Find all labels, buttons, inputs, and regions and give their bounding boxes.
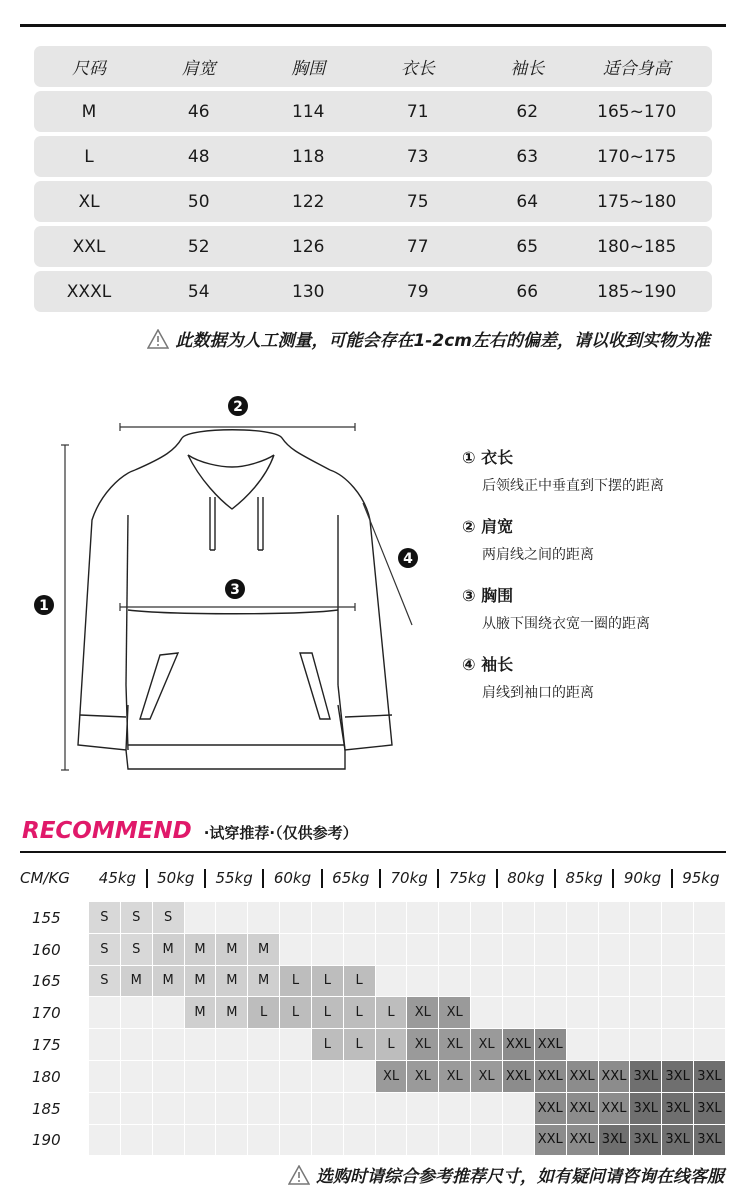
weight-label: 60kg [273,869,312,887]
grid-cell: XXL [503,1029,535,1061]
grid-cell [344,1125,376,1157]
height-label: 185 [32,1099,61,1118]
grid-cell [280,902,312,934]
grid-cell [89,1125,121,1157]
grid-cell: L [312,1029,344,1061]
size-table-cell: 185~190 [597,281,677,302]
grid-cell [535,997,567,1029]
weight-header-row [20,865,730,891]
grid-cell [630,1029,662,1061]
size-table-cell: 75 [406,191,429,212]
warning-icon [147,329,169,349]
size-table-cell: 48 [187,146,210,167]
warning-icon [288,1165,310,1185]
grid-cell [376,1093,408,1125]
grid-cell [503,934,535,966]
size-table-cell: M [81,101,97,122]
grid-cell: S [121,934,153,966]
grid-cell [280,934,312,966]
grid-cell [89,1093,121,1125]
grid-cell [344,1093,376,1125]
grid-cell [567,902,599,934]
grid-cell: 3XL [662,1125,694,1157]
grid-cell [216,1125,248,1157]
grid-cell [567,1029,599,1061]
size-table-cell: 180~185 [597,236,677,257]
grid-cell [630,902,662,934]
grid-cell [121,1061,153,1093]
legend-item-length [462,445,664,495]
grid-cell [662,934,694,966]
size-table-cell: 46 [187,101,210,122]
grid-cell [185,1029,217,1061]
height-label: 165 [32,972,61,991]
grid-cell [153,1061,185,1093]
grid-cell [599,997,631,1029]
size-table-cell: 73 [406,146,429,167]
size-table-cell: 130 [292,281,325,302]
grid-cell [662,997,694,1029]
recommend-subtitle: ·试穿推荐·（仅供参考） [203,824,358,842]
grid-cell [376,1125,408,1157]
grid-cell: 3XL [630,1093,662,1125]
grid-cell: XL [439,1061,471,1093]
size-table-cell: 52 [187,236,210,257]
grid-cell [471,1125,503,1157]
grid-cell: 3XL [662,1061,694,1093]
size-table-cell: 尺码 [72,59,106,79]
grid-cell [439,966,471,998]
grid-cell: 3XL [630,1061,662,1093]
grid-cell: L [344,1029,376,1061]
legend-desc: 从腋下围绕衣宽一圈的距离 [482,616,650,632]
size-table-row [34,226,712,267]
grid-cell [89,997,121,1029]
size-table-cell: L [84,146,94,167]
height-label: 160 [32,940,61,959]
grid-cell: L [376,997,408,1029]
grid-cell [567,966,599,998]
grid-cell [535,934,567,966]
grid-cell: M [185,997,217,1029]
grid-cell: L [344,966,376,998]
grid-cell [630,934,662,966]
grid-cell: S [89,902,121,934]
grid-cell [599,934,631,966]
recommend-divider [20,851,726,853]
grid-cell [153,1029,185,1061]
grid-cell: M [248,934,280,966]
grid-cell: M [185,934,217,966]
grid-cell: XL [407,1029,439,1061]
grid-cell [694,934,726,966]
size-table-cell: 袖长 [510,59,545,79]
grid-cell: 3XL [694,1093,726,1125]
size-table-cell: 63 [516,146,539,167]
grid-cell [344,902,376,934]
grid-cell [471,1093,503,1125]
grid-cell: M [153,966,185,998]
weight-label: 50kg [157,869,195,887]
grid-cell [567,934,599,966]
grid-cell: S [153,902,185,934]
size-table-cell: 118 [292,146,325,167]
grid-cell: L [344,997,376,1029]
weight-label: 55kg [215,869,253,887]
grid-row [89,902,726,934]
measurement-note-text: 此数据为人工测量，可能会存在1-2cm左右的偏差，请以收到实物为准 [175,331,710,351]
weight-label: 90kg [623,869,662,887]
legend-title: ③ 胸围 [462,586,514,605]
weight-label: 45kg [98,869,137,887]
grid-cell: XXL [535,1125,567,1157]
size-table-cell: 50 [187,191,210,212]
legend-desc: 两肩线之间的距离 [482,547,594,563]
size-table-cell: 62 [516,101,539,122]
grid-cell: M [248,966,280,998]
grid-cell: XL [439,1029,471,1061]
grid-cell: M [153,934,185,966]
grid-cell [376,902,408,934]
marker-badges [34,396,418,615]
grid-cell [503,1125,535,1157]
grid-cell: L [280,966,312,998]
grid-cell [248,1125,280,1157]
size-table-cell: 肩宽 [181,59,216,79]
grid-cell [153,1093,185,1125]
grid-cell [503,966,535,998]
grid-cell [216,1093,248,1125]
grid-cell [662,902,694,934]
grid-cell [662,966,694,998]
size-table-cell: 175~180 [597,191,677,212]
grid-cell [439,1125,471,1157]
grid-cell [599,966,631,998]
height-label: 180 [32,1067,61,1086]
size-table-row [34,271,712,312]
grid-cell: S [121,902,153,934]
grid-cell [121,1029,153,1061]
grid-cell [185,1125,217,1157]
size-table-cell: 适合身高 [602,59,671,79]
size-table-header [34,46,712,87]
grid-cell: 3XL [694,1125,726,1157]
grid-cell [535,902,567,934]
grid-cell: M [185,966,217,998]
measurement-note [147,326,710,351]
grid-cell [599,1029,631,1061]
grid-cell [503,1093,535,1125]
grid-cell: 3XL [599,1125,631,1157]
axis-label: CM/KG [20,869,70,887]
grid-cell [280,1125,312,1157]
grid-cell [312,902,344,934]
grid-row [89,1125,726,1157]
grid-cell [471,934,503,966]
legend-item-shoulder [462,514,664,564]
grid-cell [439,1093,471,1125]
grid-cell: XL [407,997,439,1029]
recommend-header [22,818,358,844]
grid-row [89,1061,726,1093]
grid-cell [185,902,217,934]
grid-cell: 3XL [662,1093,694,1125]
grid-cell: L [280,997,312,1029]
size-table-cell: 胸围 [291,59,326,79]
grid-cell [471,997,503,1029]
grid-cell: XXL [535,1029,567,1061]
grid-cell [248,902,280,934]
grid-cell [407,1093,439,1125]
grid-cell [216,1061,248,1093]
grid-cell: L [312,997,344,1029]
grid-cell [121,997,153,1029]
grid-cell [280,1093,312,1125]
legend-item-chest [462,583,664,633]
size-table-row [34,181,712,222]
grid-cell [312,1061,344,1093]
grid-cell [344,1061,376,1093]
grid-cell [89,1061,121,1093]
size-table-row [34,136,712,177]
grid-cell [599,902,631,934]
size-table-row [34,91,712,132]
recommend-title: RECOMMEND [22,818,192,844]
grid-cell [153,997,185,1029]
grid-cell [185,1093,217,1125]
marker-1: 1 [39,598,49,614]
legend-title: ② 肩宽 [462,517,514,536]
grid-cell: XL [471,1029,503,1061]
marker-4: 4 [403,551,413,567]
grid-cell [471,902,503,934]
legend-item-sleeve [462,652,664,702]
grid-cell: 3XL [630,1125,662,1157]
height-label: 190 [32,1131,61,1150]
size-table-cell: 77 [406,236,429,257]
size-table [34,46,712,316]
height-label: 175 [32,1036,61,1055]
grid-cell [312,1093,344,1125]
grid-cell [694,1029,726,1061]
size-table-cell: 71 [406,101,429,122]
grid-cell [185,1061,217,1093]
size-table-cell: XXL [72,236,106,257]
grid-cell: XXL [567,1093,599,1125]
grid-cell [662,1029,694,1061]
grid-cell: XL [407,1061,439,1093]
size-table-cell: 衣长 [400,59,435,79]
grid-cell [216,1029,248,1061]
grid-cell: L [376,1029,408,1061]
weight-label: 95kg [682,869,720,887]
grid-cell [216,902,248,934]
weight-label: 75kg [448,869,487,887]
size-table-cell: 165~170 [597,101,677,122]
recommend-grid [89,902,726,1156]
grid-cell: XL [439,997,471,1029]
grid-cell: S [89,966,121,998]
grid-cell [280,1029,312,1061]
grid-cell [439,934,471,966]
marker-3: 3 [230,582,240,598]
grid-cell [312,1125,344,1157]
measurement-legend [462,445,664,721]
size-table-cell: 65 [516,236,539,257]
grid-row [89,1093,726,1125]
weight-label: 85kg [565,869,603,887]
grid-cell [248,1093,280,1125]
grid-cell [694,966,726,998]
grid-row [89,997,726,1029]
size-table-cell: 114 [292,101,325,122]
grid-cell: M [216,997,248,1029]
grid-cell: S [89,934,121,966]
grid-cell [89,1029,121,1061]
grid-cell [407,1125,439,1157]
grid-cell: L [248,997,280,1029]
grid-cell [121,1093,153,1125]
grid-cell [535,966,567,998]
size-table-cell: XL [78,191,100,212]
size-table-cell: 64 [516,191,539,212]
grid-row [89,934,726,966]
size-table-cell: 54 [187,281,210,302]
grid-cell: XL [471,1061,503,1093]
size-table-cell: 66 [516,281,539,302]
size-table-cell: 79 [406,281,429,302]
grid-cell [344,934,376,966]
grid-cell [694,997,726,1029]
size-table-cell: 122 [292,191,325,212]
grid-cell: XXL [535,1093,567,1125]
grid-cell [439,902,471,934]
weight-label: 70kg [390,869,428,887]
grid-cell [407,902,439,934]
grid-cell: XXL [599,1061,631,1093]
grid-cell [503,902,535,934]
grid-cell: M [216,966,248,998]
size-table-cell: XXXL [66,281,112,302]
grid-cell [153,1125,185,1157]
grid-cell [312,934,344,966]
grid-cell [280,1061,312,1093]
height-label: 170 [32,1004,61,1023]
grid-cell [376,966,408,998]
size-table-cell: 126 [292,236,325,257]
grid-cell [471,966,503,998]
grid-cell: M [216,934,248,966]
grid-cell [407,966,439,998]
height-label: 155 [32,908,61,927]
size-table-cell: 170~175 [597,146,677,167]
top-divider [20,24,726,27]
grid-cell: XXL [503,1061,535,1093]
legend-title: ① 衣长 [462,448,514,467]
weight-label: 80kg [507,869,545,887]
grid-row [89,1029,726,1061]
recommend-note [288,1162,724,1187]
grid-cell: XXL [567,1061,599,1093]
grid-cell [121,1125,153,1157]
hoodie-diagram [20,385,440,785]
grid-cell [567,997,599,1029]
recommend-note-text: 选购时请综合参考推荐尺寸，如有疑问请咨询在线客服 [316,1167,724,1187]
grid-cell [630,966,662,998]
legend-desc: 后领线正中垂直到下摆的距离 [482,478,664,494]
grid-cell [694,902,726,934]
grid-row [89,966,726,998]
grid-cell: L [312,966,344,998]
grid-cell [407,934,439,966]
grid-cell: 3XL [694,1061,726,1093]
legend-desc: 肩线到袖口的距离 [482,685,594,701]
grid-cell [248,1061,280,1093]
legend-title: ④ 袖长 [462,655,514,674]
grid-cell [503,997,535,1029]
marker-2: 2 [233,399,243,415]
grid-cell: XXL [567,1125,599,1157]
grid-cell [630,997,662,1029]
grid-cell: XXL [535,1061,567,1093]
grid-cell: M [121,966,153,998]
hoodie-outline [78,430,392,769]
grid-cell: XL [376,1061,408,1093]
grid-cell: XXL [599,1093,631,1125]
grid-cell [376,934,408,966]
grid-cell [248,1029,280,1061]
weight-label: 65kg [332,869,370,887]
